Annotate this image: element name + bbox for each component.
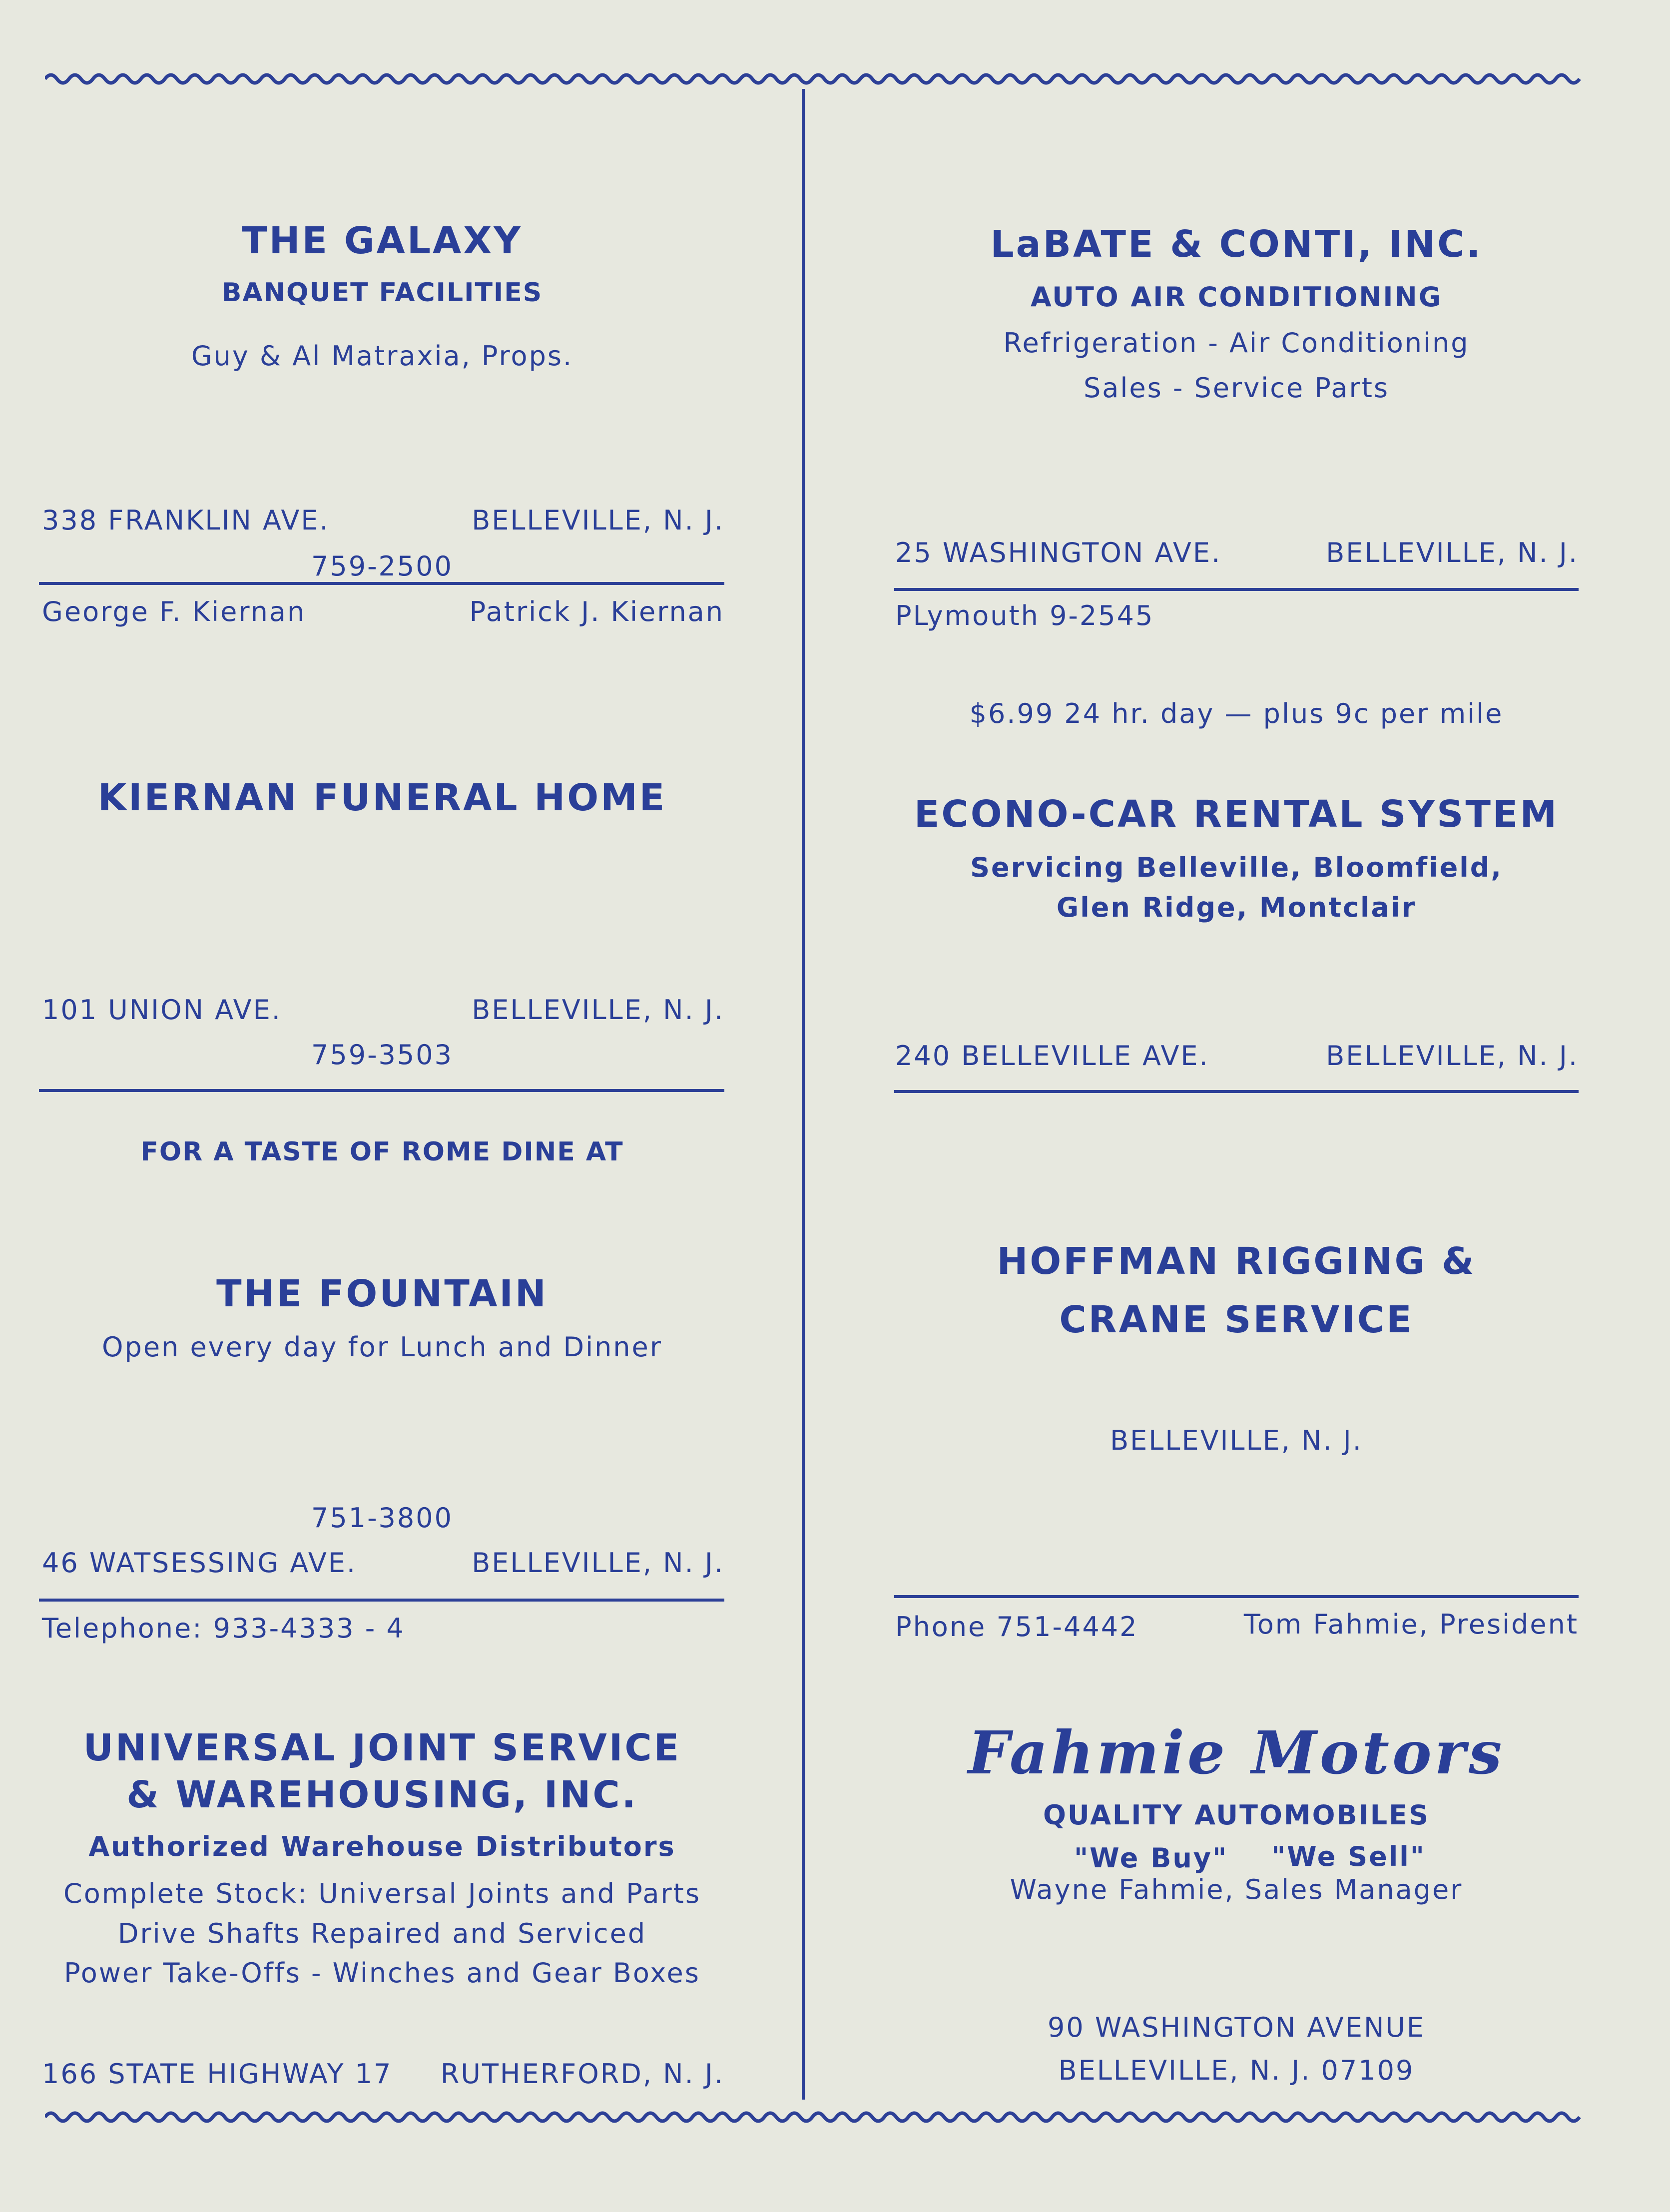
bottom-wavy-border: [45, 2107, 1584, 2127]
fahmie-president: Tom Fahmie, President: [1243, 1609, 1579, 1640]
econo-rule: [894, 1090, 1579, 1093]
fountain-rule: [39, 1599, 724, 1602]
hoffman-name-line1: HOFFMAN RIGGING &: [997, 1240, 1476, 1283]
econo-line1: Servicing Belleville, Bloomfield,: [970, 852, 1503, 883]
galaxy-rule: [39, 582, 724, 585]
fahmie-address: 90 WASHINGTON AVENUE: [1047, 2012, 1425, 2043]
fountain-city: BELLEVILLE, N. J.: [472, 1547, 724, 1579]
kiernan-rule: [39, 1089, 724, 1092]
econo-rate: $6.99 24 hr. day — plus 9c per mile: [969, 698, 1504, 729]
universal-line1: Complete Stock: Universal Joints and Parts: [63, 1878, 701, 1909]
labate-line2: Sales - Service Parts: [1083, 372, 1390, 404]
econo-address: 240 BELLEVILLE AVE.: [895, 1040, 1209, 1072]
fountain-tagline: FOR A TASTE OF ROME DINE AT: [140, 1137, 624, 1167]
fountain-address: 46 WATSESSING AVE.: [42, 1547, 357, 1579]
econo-phone: PLymouth 9-2545: [895, 600, 1154, 631]
kiernan-address: 101 UNION AVE.: [42, 994, 282, 1026]
universal-city: RUTHERFORD, N. J.: [440, 2058, 724, 2090]
universal-line2: Drive Shafts Repaired and Serviced: [117, 1918, 647, 1949]
labate-subtitle: AUTO AIR CONDITIONING: [1030, 281, 1443, 313]
universal-line3: Power Take-Offs - Winches and Gear Boxes: [64, 1957, 700, 1989]
kiernan-phone: 759-3503: [311, 1039, 453, 1071]
labate-address: 25 WASHINGTON AVE.: [895, 537, 1222, 568]
hoffman-rule: [894, 1595, 1579, 1598]
fahmie-name: Fahmie Motors: [968, 1718, 1505, 1787]
top-wavy-border: [45, 69, 1584, 89]
fahmie-sell: "We Sell": [1271, 1841, 1426, 1872]
universal-name-line1: UNIVERSAL JOINT SERVICE: [83, 1726, 681, 1769]
galaxy-name: THE GALAXY: [242, 219, 523, 262]
fountain-hours: Open every day for Lunch and Dinner: [102, 1331, 662, 1363]
labate-line1: Refrigeration - Air Conditioning: [1003, 327, 1470, 359]
labate-name: LaBATE & CONTI, INC.: [990, 223, 1483, 266]
fahmie-city: BELLEVILLE, N. J. 07109: [1058, 2055, 1415, 2086]
universal-telephone: Telephone: 933-4333 - 4: [42, 1613, 405, 1644]
fountain-name: THE FOUNTAIN: [216, 1272, 548, 1315]
kiernan-owner-left: George F. Kiernan: [42, 596, 306, 627]
universal-subtitle: Authorized Warehouse Distributors: [88, 1831, 676, 1862]
galaxy-subtitle: BANQUET FACILITIES: [221, 278, 543, 308]
universal-address: 166 STATE HIGHWAY 17: [42, 2058, 393, 2090]
column-divider: [802, 89, 805, 2100]
kiernan-owner-right: Patrick J. Kiernan: [469, 596, 724, 627]
fahmie-phone: Phone 751-4442: [895, 1611, 1138, 1643]
hoffman-city: BELLEVILLE, N. J.: [1110, 1425, 1363, 1456]
econo-city: BELLEVILLE, N. J.: [1326, 1040, 1579, 1072]
kiernan-city: BELLEVILLE, N. J.: [472, 994, 724, 1026]
fountain-phone: 751-3800: [311, 1502, 453, 1534]
labate-city: BELLEVILLE, N. J.: [1326, 537, 1579, 568]
fahmie-buy: "We Buy": [1074, 1842, 1228, 1874]
galaxy-phone: 759-2500: [311, 551, 453, 582]
kiernan-name: KIERNAN FUNERAL HOME: [97, 776, 667, 819]
galaxy-address: 338 FRANKLIN AVE.: [42, 505, 330, 536]
fahmie-manager: Wayne Fahmie, Sales Manager: [1010, 1874, 1463, 1905]
econo-line2: Glen Ridge, Montclair: [1056, 892, 1417, 923]
galaxy-props: Guy & Al Matraxia, Props.: [191, 340, 573, 372]
universal-name-line2: & WAREHOUSING, INC.: [126, 1773, 638, 1816]
hoffman-name-line2: CRANE SERVICE: [1059, 1298, 1414, 1341]
galaxy-city: BELLEVILLE, N. J.: [472, 505, 724, 536]
labate-rule: [894, 588, 1579, 591]
econo-name: ECONO-CAR RENTAL SYSTEM: [914, 793, 1559, 836]
fahmie-subtitle: QUALITY AUTOMOBILES: [1043, 1799, 1430, 1831]
